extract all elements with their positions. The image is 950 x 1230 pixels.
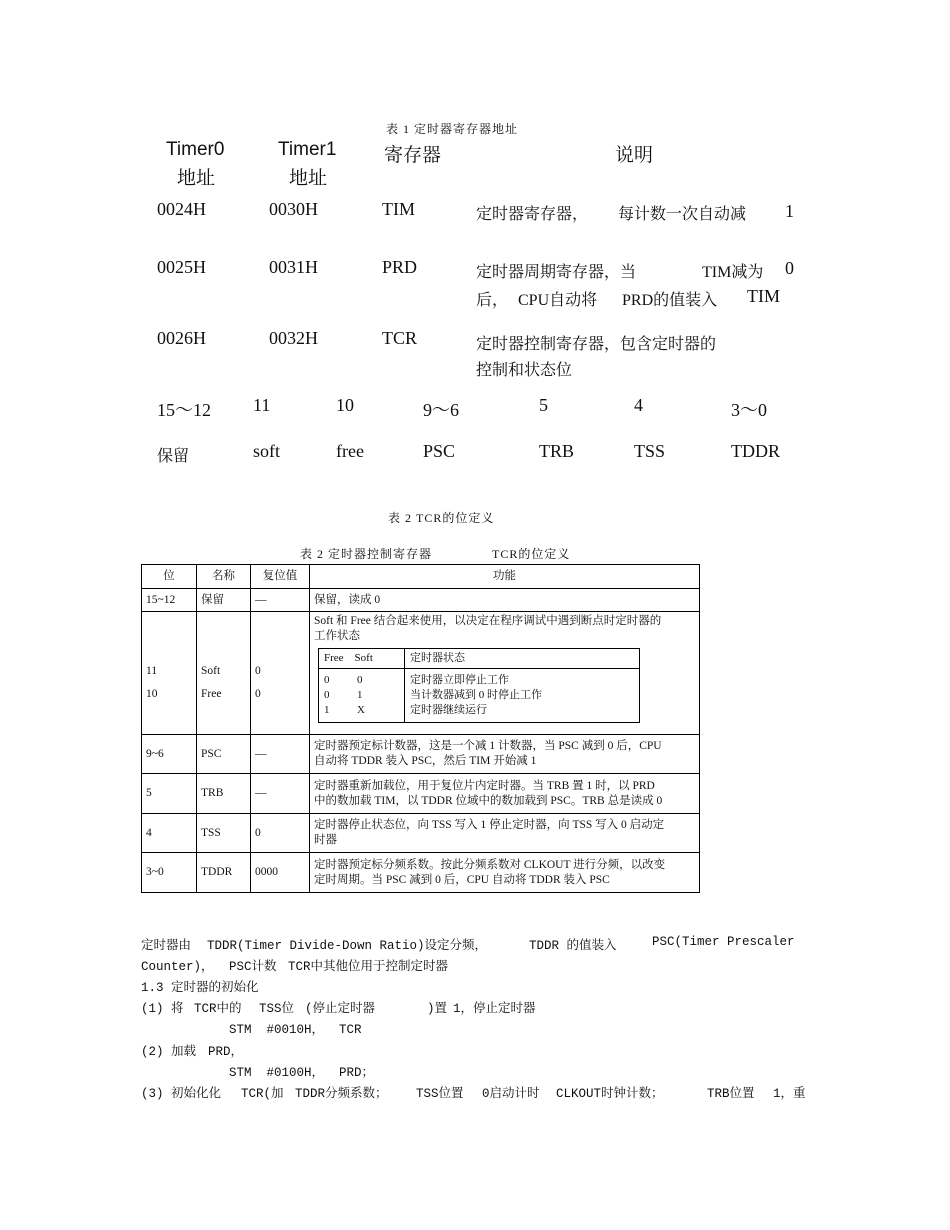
cell-bit: 4 [142,814,197,852]
function-line1: Soft 和 Free 结合起来使用，以决定在程序调试中遇到断点时定时器的 [314,615,662,627]
table1-row1-t1: 0030H [269,199,318,219]
function-line2: 时器 [314,834,337,846]
table1-row2-desc-b: TIM减为 [702,264,764,281]
cell-bit: 3~0 [142,853,197,892]
name-trb: TRB [539,441,575,461]
cell-reset: — [251,774,310,813]
table1-row2-desc-a: 定时器周期寄存器，当 [476,264,637,281]
table-row [142,814,699,853]
table1-caption: 表 1 定时器寄存器地址 [386,122,519,136]
name-free-cell: Free [201,688,222,700]
step2-b: PRD， [208,1045,244,1059]
inner-row-right: 定时器继续运行 [410,704,487,716]
bits-15-12: 15～12 [157,400,211,420]
function-line1: 定时器预定标计数器，这是一个减 1 计数器，当 PSC 减到 0 后，CPU [314,740,662,752]
cell-bit: 5 [142,774,197,813]
step3-b: TCR(加 [241,1087,284,1101]
cell-name: TRB [197,774,251,813]
inner-left-col [319,669,405,722]
bit-10: 10 [146,688,158,700]
paragraph-line2-a: Counter)， [141,960,214,974]
paragraph-line1-a: 定时器由 [141,939,192,953]
cell-reset: — [251,735,310,773]
col-header-function: 功能 [493,570,516,582]
step1-c: TSS位 [259,1002,295,1016]
bits-4: 4 [634,395,643,415]
table-row [142,612,699,735]
cell-reset [251,612,310,734]
name-soft: soft [253,441,280,461]
name-free: free [336,441,364,461]
section-heading-1-3: 1.3 定时器的初始化 [141,981,259,995]
table1-row3-line2-a: 控制和状态位 [476,362,573,379]
function-line1: 定时器预定标分频系数。按此分频系数对 CLKOUT 进行分频，以改变 [314,858,666,871]
table1-row3-t1: 0032H [269,328,318,348]
table1-row2-t0: 0025H [157,257,206,277]
step3-a: (3) 初始化化 [141,1087,222,1101]
inner-header-free-soft: Free Soft [319,649,405,668]
step3-f: CLKOUT时钟计数； [556,1087,664,1101]
inner-row-left: 1 X [324,704,365,716]
table1-row2-line2-d: TIM [747,286,780,306]
table-row [142,735,699,774]
function-line2: 工作状态 [314,630,360,642]
table1-row1-desc-b: 每计数一次自动减 [618,206,747,223]
table1-row3-t0: 0026H [157,328,206,348]
header-description: 说明 [615,145,654,166]
step3-h: 1，重 [773,1087,806,1101]
function-line2: 自动将 TDDR 装入 PSC，然后 TIM 开始减 1 [314,755,537,767]
table3-caption-b: TCR的位定义 [492,547,571,561]
table-header-row [142,565,699,589]
inner-body [319,669,639,722]
inner-row-left: 0 0 [324,674,363,686]
bits-9-6: 9～6 [423,400,459,420]
table1-row2-desc-c: 0 [785,258,794,278]
bit-11: 11 [146,665,158,677]
bits-10: 10 [336,395,354,415]
table1-row1-desc-c: 1 [785,201,794,221]
step2-a: (2) 加载 [141,1045,197,1059]
step3-d: TSS位置 [416,1087,464,1101]
header-register: 寄存器 [384,145,442,166]
cell-bit: 15~12 [142,589,197,611]
cell-reset: 0 [251,814,310,852]
name-psc: PSC [423,441,456,461]
bits-11: 11 [253,395,271,415]
table2-caption: 表 2 TCR的位定义 [388,511,495,525]
step3-e: 0启动计时 [482,1087,540,1101]
name-soft-cell: Soft [201,665,221,677]
inner-header-row [319,649,639,669]
table1-row2-reg: PRD [382,257,418,277]
function-line2: 中的数加载 TIM，以 TDDR 位域中的数加载到 PSC。TRB 总是读成 0 [314,794,663,807]
cell-bit: 9~6 [142,735,197,773]
table1-row1-desc-a: 定时器寄存器， [476,206,589,223]
table1-row3-reg: TCR [382,328,418,348]
paragraph-line2-c: TCR中其他位用于控制定时器 [288,960,449,974]
bits-3-0: 3～0 [731,400,767,420]
cell-reset: — [251,589,310,611]
cell-function [310,735,699,773]
inner-header-state: 定时器状态 [410,652,465,664]
inner-right-col [405,669,639,722]
col-header-bit: 位 [142,565,197,588]
reset-soft: 0 [255,665,261,677]
code-line-1: STM #0010H， TCR [229,1023,362,1037]
cell-bit [142,612,197,734]
table1-row2-line2-b: CPU自动将 [518,292,598,309]
paragraph-line2-b: PSC计数 [229,960,277,974]
table3-caption-a: 表 2 定时器控制寄存器 [300,547,433,561]
cell-reset: 0000 [251,853,310,892]
step1-e: )置 [427,1002,448,1016]
paragraph-line1-b: TDDR(Timer Divide-Down Ratio)设定分频， [207,939,488,953]
table1-row3-desc-a: 定时器控制寄存器，包含定时器的 [476,336,717,353]
cell-function [310,853,699,892]
col-header-name: 名称 [197,565,251,588]
inner-row-right: 定时器立即停止工作 [410,674,509,686]
header-timer1-sub: 地址 [289,168,328,189]
cell-name [197,612,251,734]
table-row [142,853,699,892]
step3-g: TRB位置 [707,1087,755,1101]
table1-row2-t1: 0031H [269,257,318,277]
step1-d: (停止定时器 [305,1002,376,1016]
col-header-reset: 复位值 [251,565,310,588]
step3-c: TDDR分频系数； [295,1087,388,1101]
table1-row2-line2-c: PRD的值装入 [622,292,718,309]
table1-row1-t0: 0024H [157,199,206,219]
name-tddr: TDDR [731,441,780,461]
step1-b: TCR中的 [194,1002,242,1016]
step1-a: (1) 将 [141,1002,184,1016]
inner-row-left: 0 1 [324,689,363,701]
table-row [142,774,699,814]
header-timer0: Timer0 [166,139,225,160]
function-line2: 定时周期。当 PSC 减到 0 后，CPU 自动将 TDDR 装入 PSC [314,873,610,886]
cell-name: TSS [197,814,251,852]
header-timer0-sub: 地址 [177,168,216,189]
inner-row-right: 当计数器减到 0 时停止工作 [410,689,542,701]
cell-name: 保留 [197,589,251,611]
function-line1: 定时器停止状态位，向 TSS 写入 1 停止定时器，向 TSS 写入 0 启动定 [314,819,665,831]
header-timer1: Timer1 [278,139,337,160]
cell-name: PSC [197,735,251,773]
bits-5: 5 [539,395,548,415]
paragraph-line1-c: TDDR 的值装入 [529,939,617,953]
cell-function [310,774,699,813]
cell-function [310,814,699,852]
cell-function [310,612,699,734]
step1-f: 1，停止定时器 [453,1002,536,1016]
tcr-definition-table [141,564,700,893]
paragraph-line1-d: PSC(Timer Prescaler [652,935,795,949]
name-reserved: 保留 [157,448,190,465]
cell-function: 保留，读成 0 [314,593,381,606]
free-soft-state-table [318,648,640,723]
cell-name: TDDR [197,853,251,892]
name-tss: TSS [634,441,666,461]
reset-free: 0 [255,688,261,700]
code-line-2: STM #0100H， PRD； [229,1066,375,1080]
table1-row1-reg: TIM [382,199,415,219]
table-row [142,589,699,612]
table1-row2-line2-a: 后， [476,292,509,309]
function-line1: 定时器重新加载位，用于复位片内定时器。当 TRB 置 1 时，以 PRD [314,779,655,792]
